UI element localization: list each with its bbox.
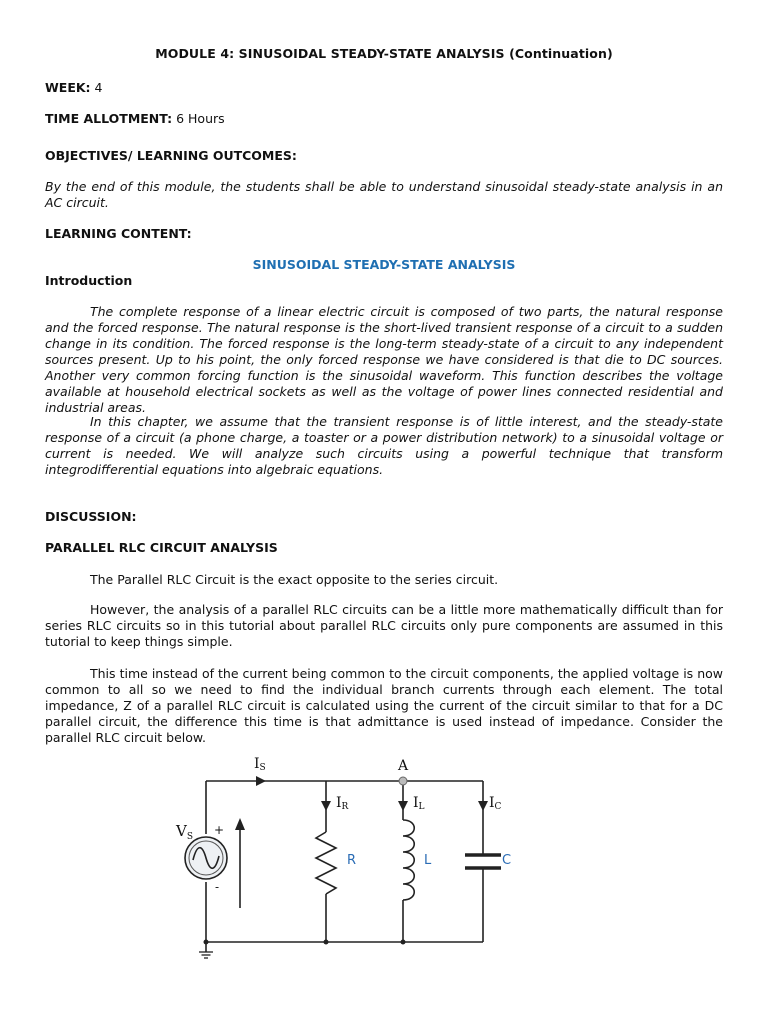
introduction-heading: Introduction bbox=[45, 273, 133, 288]
time-allotment-value: 6 Hours bbox=[176, 111, 225, 126]
week-value: 4 bbox=[94, 80, 103, 95]
il-label: IL bbox=[413, 795, 425, 812]
intro-paragraph-1: The complete response of a linear electric circuit is composed of two parts, the natural response and the forced response. The natural response is the short-lived transient response of a circuit to a sudden change in its condition. The forced response is the long-term steady-state of a circuit to any independent sources present. Up to his point, the only forced response we have considered is that die to DC sources. Another very common forcing function is the sinusoidal waveform. This function describes the voltage available at household electrical sockets as well as the voltage of power lines connected residential and industrial areas. bbox=[45, 304, 723, 415]
discussion-heading: DISCUSSION: bbox=[45, 509, 137, 524]
vs-label: $V_S$ bbox=[176, 822, 194, 842]
parallel-rlc-circuit-diagram bbox=[160, 748, 560, 968]
intro-paragraph-2: In this chapter, we assume that the transient response is of little interest, and the steady-state response of a circuit (a phone charge, a toaster or a power distribution network) to a sinusoidal voltage or current is needed. We will analyze such circuits using a powerful technique that transform integrodifferential equations into algebraic equations. bbox=[45, 414, 723, 477]
time-allotment-line bbox=[45, 111, 225, 126]
is-arrow-icon bbox=[256, 776, 266, 786]
section-title: SINUSOIDAL STEADY-STATE ANALYSIS bbox=[252, 257, 516, 272]
node-a-dot bbox=[399, 777, 407, 785]
learning-content-heading: LEARNING CONTENT: bbox=[45, 226, 192, 241]
ground-icon bbox=[199, 952, 213, 958]
ir-label: IR bbox=[336, 795, 349, 812]
voltage-arrow-icon bbox=[235, 818, 245, 830]
week-line bbox=[45, 80, 103, 95]
time-allotment-label: TIME ALLOTMENT: bbox=[45, 111, 173, 126]
module-title: MODULE 4: SINUSOIDAL STEADY-STATE ANALYSIS (Continuation) bbox=[155, 46, 613, 61]
objectives-heading: OBJECTIVES/ LEARNING OUTCOMES: bbox=[45, 148, 297, 163]
resistor-label: R bbox=[347, 853, 357, 868]
node-a-label: A bbox=[398, 758, 409, 774]
discussion-paragraph-3: This time instead of the current being common to the circuit components, the applied voltage is now common to all so we need to find the individual branch currents through each element. The total impedance, Z of a parallel RLC circuit is calculated using the current of the circuit similar to that for a DC parallel circuit, the difference this time is that admittance is used instead of impedance. Consider the parallel RLC circuit below. bbox=[45, 666, 723, 745]
ir-arrow-icon bbox=[321, 801, 331, 811]
inductor-symbol bbox=[403, 820, 414, 900]
minus-label: - bbox=[215, 880, 220, 894]
plus-label: + bbox=[214, 823, 225, 837]
capacitor-label: C bbox=[502, 853, 512, 868]
il-arrow-icon bbox=[398, 801, 408, 811]
week-label: WEEK: bbox=[45, 80, 91, 95]
is-label: IS bbox=[254, 756, 266, 773]
discussion-paragraph-2: However, the analysis of a parallel RLC circuits can be a little more mathematically difficult than for series RLC circuits so in this tutorial about parallel RLC circuits only pure components are assumed in this tutorial to keep things simple. bbox=[45, 602, 723, 649]
ic-label: IC bbox=[489, 795, 502, 812]
resistor-symbol bbox=[316, 832, 336, 894]
parallel-rlc-heading: PARALLEL RLC CIRCUIT ANALYSIS bbox=[45, 540, 278, 555]
ic-arrow-icon bbox=[478, 801, 488, 811]
discussion-paragraph-1: The Parallel RLC Circuit is the exact opposite to the series circuit. bbox=[90, 572, 499, 587]
objectives-text: By the end of this module, the students shall be able to understand sinusoidal steady-state analysis in an AC circuit. bbox=[45, 179, 723, 210]
inductor-label: L bbox=[424, 853, 432, 868]
